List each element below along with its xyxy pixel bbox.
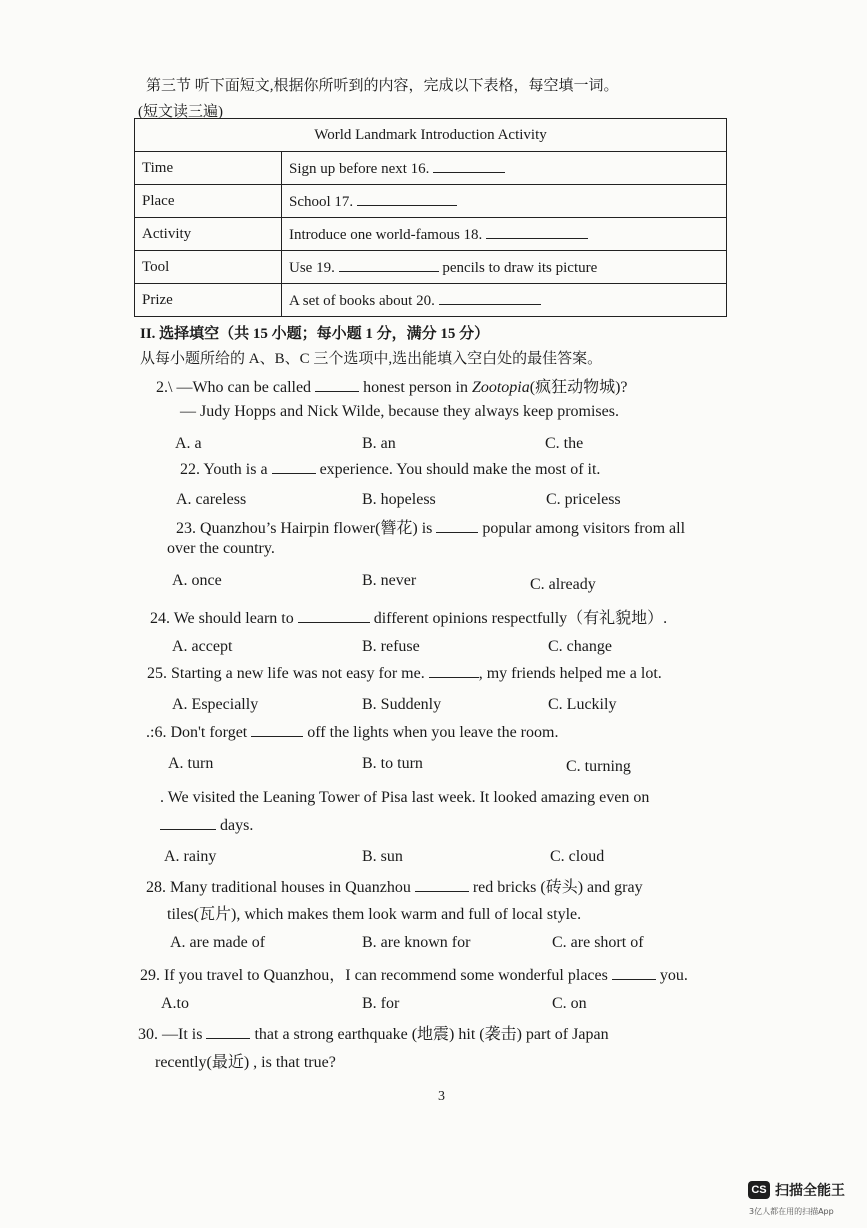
question-number: 2.\ — [156, 379, 173, 396]
section-heading: 第三节 听下面短文,根据你所听到的内容，完成以下表格，每空填一词。 — [146, 78, 619, 94]
watermark-tagline: 3亿人都在用的扫描App — [749, 1207, 834, 1216]
question-text: 25. Starting a new life was not easy for me. — [147, 665, 425, 682]
question-28 — [146, 874, 643, 897]
answer-blank[interactable] — [612, 965, 656, 980]
option-c[interactable]: C. cloud — [550, 848, 605, 865]
option-c[interactable]: C. already — [530, 576, 596, 593]
row-text: Sign up before next 16. — [289, 161, 430, 177]
cs-logo-icon: CS — [748, 1181, 770, 1199]
question-27: . We visited the Leaning Tower of Pisa last week. It looked amazing even on — [160, 789, 650, 806]
answer-blank[interactable] — [298, 608, 370, 623]
answer-blank[interactable] — [339, 257, 439, 272]
answer-blank[interactable] — [429, 663, 479, 678]
question-21-reply: — Judy Hopps and Nick Wilde, because they always keep promises. — [180, 403, 619, 420]
question-text: 22. Youth is a — [180, 461, 268, 478]
answer-blank[interactable] — [486, 224, 588, 239]
question-text: 24. We should learn to — [150, 610, 294, 627]
question-text: honest person in — [363, 379, 468, 396]
question-text: experience. You should make the most of it. — [319, 461, 601, 478]
page-number: 3 — [438, 1089, 445, 1104]
option-a[interactable]: A. a — [175, 435, 202, 452]
option-b[interactable]: B. sun — [362, 848, 403, 865]
option-a[interactable]: A. careless — [176, 491, 247, 508]
question-text: 23. Quanzhou’s Hairpin flower(簪花) is — [176, 520, 433, 537]
table-row — [135, 284, 727, 317]
row-label: Tool — [135, 251, 282, 284]
option-b[interactable]: B. hopeless — [362, 491, 436, 508]
question-23-cont: over the country. — [167, 540, 275, 557]
table-row — [135, 152, 727, 185]
question-24 — [150, 605, 667, 628]
question-29 — [140, 962, 688, 985]
row-label: Activity — [135, 218, 282, 251]
row-label: Time — [135, 152, 282, 185]
row-text: Introduce one world-famous 18. — [289, 227, 483, 243]
row-text: School 17. — [289, 194, 354, 210]
question-23 — [176, 515, 685, 538]
part2-heading: II. 选择填空（共 15 小题；每小题 1 分，满分 15 分） — [140, 326, 490, 342]
row-text-after: pencils to draw its picture — [442, 260, 598, 276]
option-b[interactable]: B. Suddenly — [362, 696, 442, 713]
option-b[interactable]: B. an — [362, 435, 396, 452]
question-text: days. — [220, 817, 254, 834]
row-content — [282, 152, 727, 185]
row-label: Place — [135, 185, 282, 218]
option-c[interactable]: C. change — [548, 638, 612, 655]
answer-blank[interactable] — [251, 722, 303, 737]
question-30-cont: recently(最近) , is that true? — [155, 1054, 336, 1071]
row-label: Prize — [135, 284, 282, 317]
question-text: off the lights when you leave the room. — [307, 724, 559, 741]
question-text: red bricks (砖头) and gray — [472, 879, 643, 896]
question-text: , my friends helped me a lot. — [478, 665, 662, 682]
question-text: 30. —It is — [138, 1026, 203, 1043]
answer-blank[interactable] — [439, 290, 541, 305]
scanner-watermark — [748, 1180, 845, 1200]
row-content — [282, 185, 727, 218]
table-title-row — [135, 119, 727, 152]
option-b[interactable]: B. never — [362, 572, 417, 589]
question-text: .:6. Don't forget — [146, 724, 248, 741]
question-text: —Who can be called — [176, 379, 312, 396]
answer-blank[interactable] — [272, 459, 316, 474]
option-c[interactable]: C. turning — [566, 758, 631, 775]
table-row — [135, 218, 727, 251]
answer-blank[interactable] — [315, 377, 359, 392]
option-b[interactable]: B. to turn — [362, 755, 423, 772]
option-c[interactable]: C. the — [545, 435, 584, 452]
section-note: (短文读三遍) — [138, 104, 223, 120]
question-30 — [138, 1021, 609, 1044]
question-21 — [156, 374, 628, 397]
question-text: you. — [659, 967, 688, 984]
answer-blank[interactable] — [436, 518, 478, 533]
answer-blank[interactable] — [433, 158, 505, 173]
question-28-cont: tiles(瓦片), which makes them look warm and full of local style. — [167, 906, 582, 923]
question-text: (疯狂动物城)? — [529, 379, 628, 396]
option-a[interactable]: A.to — [161, 995, 189, 1012]
option-a[interactable]: A. rainy — [164, 848, 217, 865]
option-c[interactable]: C. are short of — [552, 934, 644, 951]
option-a[interactable]: A. accept — [172, 638, 233, 655]
row-content — [282, 284, 727, 317]
answer-blank[interactable] — [357, 191, 457, 206]
option-a[interactable]: A. Especially — [172, 696, 259, 713]
question-text: 28. Many traditional houses in Quanzhou — [146, 879, 411, 896]
option-c[interactable]: C. on — [552, 995, 587, 1012]
question-text: that a strong earthquake (地震) hit (袭击) part of Japan — [254, 1026, 609, 1043]
question-22 — [180, 459, 600, 479]
activity-table — [134, 118, 727, 317]
option-b[interactable]: B. for — [362, 995, 400, 1012]
option-b[interactable]: B. refuse — [362, 638, 420, 655]
option-a[interactable]: A. once — [172, 572, 222, 589]
part2-instruction: 从每小题所给的 A、B、C 三个选项中,选出能填入空白处的最佳答案。 — [140, 351, 603, 367]
row-content — [282, 218, 727, 251]
question-26 — [146, 722, 558, 742]
option-b[interactable]: B. are known for — [362, 934, 471, 951]
option-c[interactable]: C. priceless — [546, 491, 621, 508]
watermark-brand: 扫描全能王 — [775, 1183, 845, 1199]
option-a[interactable]: A. are made of — [170, 934, 266, 951]
option-a[interactable]: A. turn — [168, 755, 214, 772]
answer-blank[interactable] — [206, 1024, 250, 1039]
row-text: A set of books about 20. — [289, 293, 435, 309]
option-c[interactable]: C. Luckily — [548, 696, 617, 713]
table-row — [135, 185, 727, 218]
table-row — [135, 251, 727, 284]
question-italic: Zootopia — [471, 379, 530, 396]
table-title: World Landmark Introduction Activity — [135, 119, 727, 152]
row-content — [282, 251, 727, 284]
row-text: Use 19. — [289, 260, 335, 276]
question-27-cont — [160, 815, 253, 835]
question-25 — [147, 663, 662, 683]
question-text: popular among visitors from all — [482, 520, 686, 537]
question-text: 29. If you travel to Quanzhou，I can recommend some wonderful places — [140, 967, 608, 984]
answer-blank[interactable] — [160, 815, 216, 830]
answer-blank[interactable] — [415, 877, 469, 892]
question-text: different opinions respectfully（有礼貌地）. — [373, 610, 668, 627]
